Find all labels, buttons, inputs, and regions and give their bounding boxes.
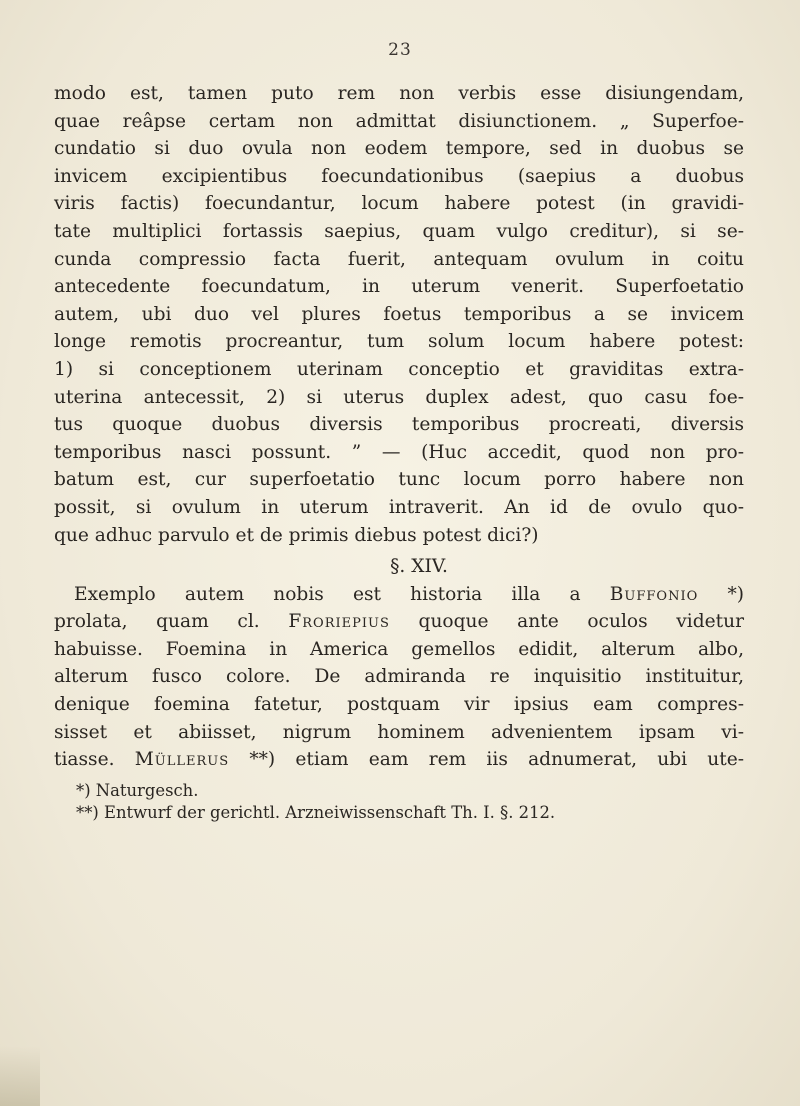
text-line: autem, ubi duo vel plures foetus temporibus a se invicem bbox=[54, 303, 744, 325]
footnote: *) Naturgesch. bbox=[76, 780, 199, 800]
text-run: Exemplo autem nobis est historia illa a bbox=[74, 583, 610, 605]
text-run: tiasse. bbox=[54, 749, 135, 771]
text-line: habuisse. Foemina in America gemellos edidit, alterum albo, bbox=[54, 638, 744, 660]
text-run: **) etiam eam rem iis adnumerat, ubi ute- bbox=[229, 749, 744, 771]
page-stain bbox=[0, 1046, 40, 1106]
text-line: cundatio si duo ovula non eodem tempore, sed in duobus se bbox=[54, 138, 744, 160]
text-line: longe remotis procreantur, tum solum locum habere potest: bbox=[54, 331, 744, 353]
text-line: cunda compressio facta fuerit, antequam ovulum in coitu bbox=[54, 248, 744, 270]
text-run: *) bbox=[698, 583, 744, 605]
text-line: quae reâpse certam non admittat disiunctionem. „ Superfoe- bbox=[54, 110, 744, 132]
text-line: uterina antecessit, 2) si uterus duplex adest, quo casu foe- bbox=[54, 386, 744, 408]
author-name: Müllerus bbox=[134, 749, 230, 771]
footnotes bbox=[54, 780, 744, 824]
text-line bbox=[54, 608, 744, 636]
text-run: quoque ante oculos videtur bbox=[389, 611, 744, 633]
text-line bbox=[54, 746, 744, 774]
text-line: 1) si conceptionem uterinam conceptio et graviditas extra- bbox=[54, 358, 744, 380]
text-line bbox=[54, 581, 744, 609]
body-text bbox=[54, 80, 744, 824]
text-line: modo est, tamen puto rem non verbis esse disiungendam, bbox=[54, 83, 744, 104]
text-line: denique foemina fatetur, postquam vir ipsius eam compres- bbox=[54, 694, 744, 716]
text-line: que adhuc parvulo et de primis diebus potest dici?) bbox=[54, 524, 539, 546]
paragraph-2 bbox=[54, 581, 744, 774]
footnote: **) Entwurf der gerichtl. Arzneiwissenschaft Th. I. §. 212. bbox=[76, 802, 556, 822]
text-line: tate multiplici fortassis saepius, quam vulgo creditur), si se- bbox=[54, 220, 744, 242]
text-line: batum est, cur superfoetatio tunc locum porro habere non bbox=[54, 469, 744, 491]
text-line: alterum fusco colore. De admiranda re inquisitio instituitur, bbox=[54, 666, 744, 688]
author-name: Buffonio bbox=[609, 583, 699, 605]
section-heading: §. XIV. bbox=[390, 556, 448, 578]
text-run: prolata, quam cl. bbox=[54, 611, 289, 633]
author-name: Froriepius bbox=[288, 611, 390, 633]
text-line: viris factis) foecundantur, locum habere potest (in gravidi- bbox=[54, 193, 744, 215]
text-line: possit, si ovulum in uterum intraverit. An id de ovulo quo- bbox=[54, 496, 744, 518]
text-line: temporibus nasci possunt. ” — (Huc accedit, quod non pro- bbox=[54, 441, 744, 463]
text-line: tus quoque duobus diversis temporibus procreati, diversis bbox=[54, 414, 744, 436]
text-line: sisset et abiisset, nigrum hominem advenientem ipsam vi- bbox=[54, 721, 744, 743]
page-number: 23 bbox=[388, 40, 412, 60]
text-line: antecedente foecundatum, in uterum venerit. Superfoetatio bbox=[54, 276, 744, 298]
text-line: invicem excipientibus foecundationibus (saepius a duobus bbox=[54, 165, 744, 187]
paragraph-1 bbox=[54, 80, 744, 549]
